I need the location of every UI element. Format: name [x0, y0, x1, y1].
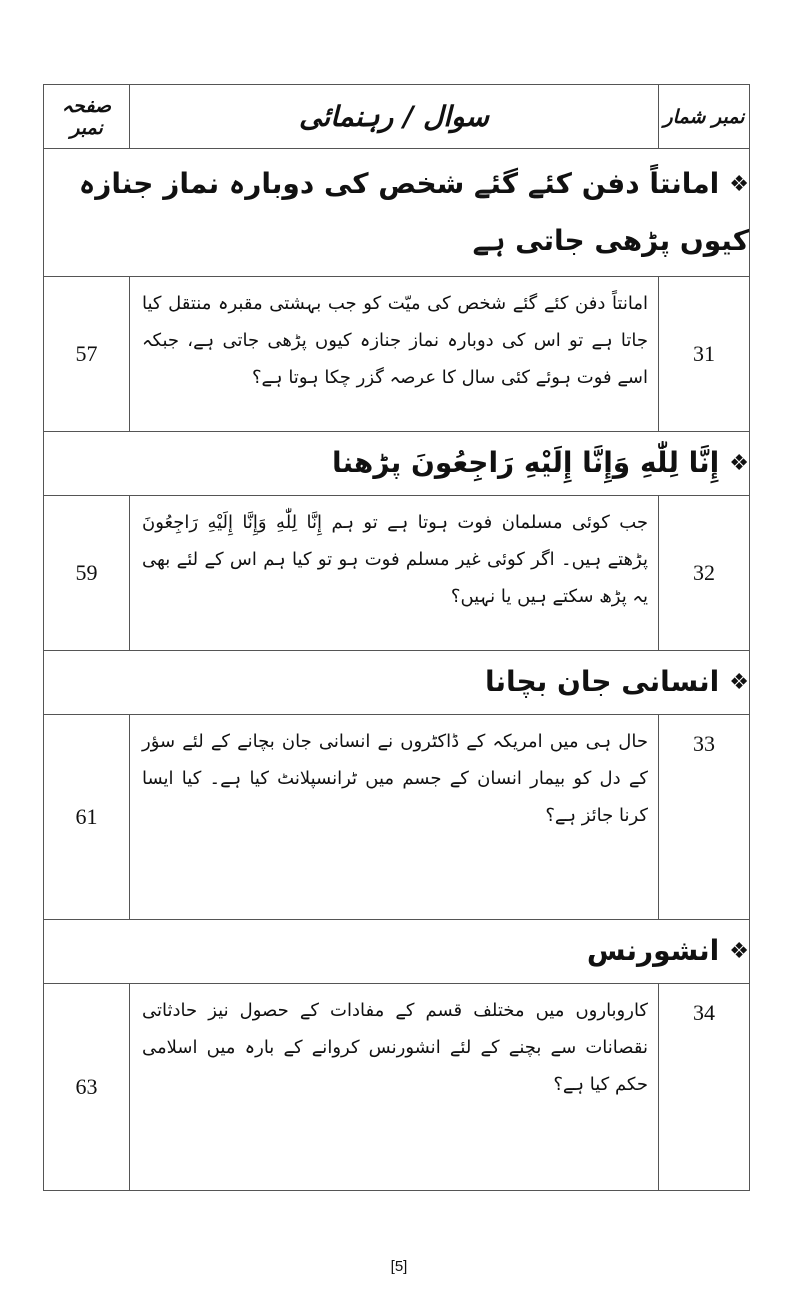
- serial-number: 31: [659, 277, 750, 432]
- section-title-cell: [44, 432, 750, 496]
- bullet-diamond-icon: ❖: [729, 670, 749, 695]
- header-question: سوال / رہنمائی: [130, 85, 659, 149]
- section-row: [44, 149, 750, 277]
- header-row: [44, 85, 750, 149]
- section-title: انسانی جان بچانا: [484, 665, 720, 698]
- question-text: جب کوئی مسلمان فوت ہوتا ہے تو ہم إِنَّا لِلّٰهِ وَإِنَّا إِلَيْهِ رَاجِعُونَ پڑھتے ہیں۔ اگر کوئی غیر مسلم فوت ہو تو کیا ہم اس کے لئے بھی یہ پڑھ سکتے ہیں یا نہیں؟: [130, 496, 659, 651]
- question-text: حال ہی میں امریکہ کے ڈاکٹروں نے انسانی جان بچانے کے لئے سؤر کے دل کو بیمار انسان کے جسم میں ٹرانسپلانٹ کیا ہے۔ کیا ایسا کرنا جائز ہے؟: [130, 715, 659, 920]
- section-title: إِنَّا لِلّٰهِ وَإِنَّا إِلَيْهِ رَاجِعُونَ پڑھنا: [331, 446, 720, 479]
- bullet-diamond-icon: ❖: [729, 939, 749, 964]
- page-number-link[interactable]: 59: [44, 496, 130, 651]
- question-text: کاروباروں میں مختلف قسم کے مفادات کے حصول نیز حادثاتی نقصانات سے بچنے کے لئے انشورنس کروانے کے بارہ میں اسلامی حکم کیا ہے؟: [130, 984, 659, 1191]
- question-text: امانتاً دفن کئے گئے شخص کی میّت کو جب بہشتی مقبرہ منتقل کیا جاتا ہے تو اس کی دوبارہ نماز جنازہ کیوں پڑھی جاتی ہے، جبکہ اسے فوت ہوئے کئی سال کا عرصہ گزر چکا ہوتا ہے؟: [130, 277, 659, 432]
- section-row: [44, 432, 750, 496]
- table-row: [44, 715, 750, 920]
- table-row: [44, 496, 750, 651]
- page-number-link[interactable]: 63: [44, 984, 130, 1191]
- serial-number: 32: [659, 496, 750, 651]
- serial-number: 34: [659, 984, 750, 1191]
- page-number-link[interactable]: 57: [44, 277, 130, 432]
- serial-number: 33: [659, 715, 750, 920]
- table-row: [44, 277, 750, 432]
- table-row: [44, 984, 750, 1191]
- page-number-link[interactable]: 61: [44, 715, 130, 920]
- header-serial: نمبر شمار: [659, 85, 750, 149]
- table-of-contents: [43, 84, 750, 1191]
- section-title-cell: [44, 149, 750, 277]
- header-page: صفحہ نمبر: [44, 85, 130, 149]
- bullet-diamond-icon: ❖: [729, 451, 749, 476]
- section-row: [44, 651, 750, 715]
- section-title-cell: [44, 651, 750, 715]
- page-footer-number: [5]: [390, 1258, 408, 1275]
- section-row: [44, 920, 750, 984]
- section-title: انشورنس: [586, 934, 720, 967]
- section-title: امانتاً دفن کئے گئے شخص کی دوبارہ نماز جنازہ کیوں پڑھی جاتی ہے: [78, 167, 749, 257]
- section-title-cell: [44, 920, 750, 984]
- bullet-diamond-icon: ❖: [729, 172, 749, 197]
